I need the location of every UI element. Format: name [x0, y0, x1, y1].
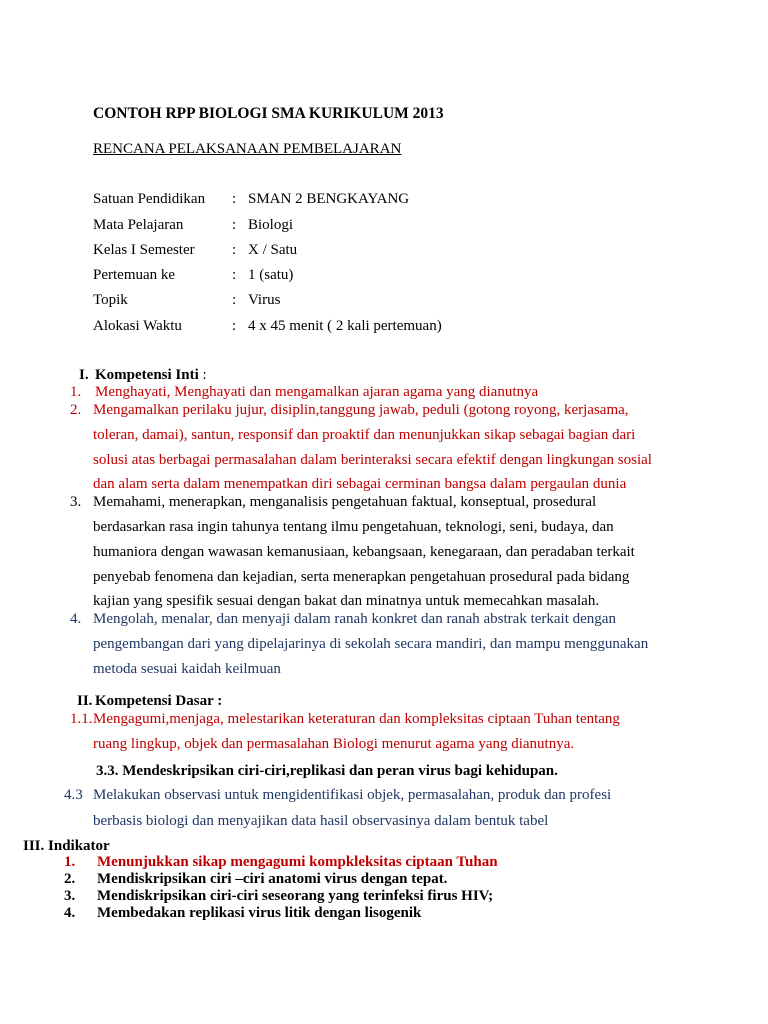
identity-label: Topik — [93, 292, 128, 308]
identity-value: SMAN 2 BENGKAYANG — [248, 191, 410, 207]
list-item-number: 1. — [70, 384, 82, 400]
section-number: II. — [77, 693, 93, 709]
list-item-line: Memahami, menerapkan, menganalisis pengetahuan faktual, konseptual, prosedural — [93, 494, 597, 510]
competency-3-3: 3.3. Mendeskripsikan ciri-ciri,replikasi dan peran virus bagi kehidupan. — [96, 763, 558, 779]
identity-label: Kelas I Semester — [93, 242, 195, 258]
identity-value: 4 x 45 menit ( 2 kali pertemuan) — [248, 318, 442, 334]
list-item-line: Menunjukkan sikap mengagumi kompkleksitas ciptaan Tuhan — [97, 854, 498, 870]
list-item-number: 3. — [64, 888, 76, 904]
list-item-line: humaniora dengan wawasan kemanusiaan, kebangsaan, kenegaraan, dan peradaban terkait — [93, 544, 635, 560]
list-item-line: Menghayati, Menghayati dan mengamalkan ajaran agama yang dianutnya — [95, 384, 539, 400]
list-item-line: Membedakan replikasi virus litik dengan lisogenik — [97, 905, 422, 921]
list-item-line: Mendiskripsikan ciri –ciri anatomi virus dengan tepat. — [97, 871, 448, 887]
list-item-line: Melakukan observasi untuk mengidentifikasi objek, permasalahan, produk dan profesi — [93, 787, 612, 803]
list-item-line: ruang lingkup, objek dan permasalahan Biologi menurut agama yang dianutnya. — [93, 736, 575, 752]
list-item-line: dan alam serta dalam menempatkan diri sebagai cerminan bangsa dalam pergaulan dunia — [93, 476, 627, 492]
document-title: CONTOH RPP BIOLOGI SMA KURIKULUM 2013 — [93, 105, 444, 122]
list-item-line: toleran, damai), santun, responsif dan proaktif dan menunjukkan sikap sebagai bagian dari — [93, 427, 636, 443]
section-number: I. — [79, 367, 89, 383]
identity-sep: : — [232, 217, 237, 233]
identity-sep: : — [232, 191, 237, 207]
list-item-number: 1.1. — [70, 711, 93, 727]
list-item-number: 4. — [64, 905, 76, 921]
identity-value: X / Satu — [248, 242, 298, 258]
list-item-line: Mengagumi,menjaga, melestarikan keteraturan dan kompleksitas ciptaan Tuhan tentang — [93, 711, 620, 727]
list-item-number: 2. — [64, 871, 76, 887]
identity-sep: : — [232, 242, 237, 258]
list-item-number: 4. — [70, 611, 82, 627]
identity-value: Biologi — [248, 217, 294, 233]
identity-sep: : — [232, 267, 237, 283]
identity-sep: : — [232, 292, 237, 308]
identity-label: Mata Pelajaran — [93, 217, 184, 233]
list-item-line: penyebab fenomena dan kejadian, serta menerapkan pengetahuan prosedural pada bidang — [93, 569, 630, 585]
section-heading: Kompetensi Dasar : — [95, 693, 223, 709]
identity-value: 1 (satu) — [248, 267, 294, 283]
list-item-line: Mendiskripsikan ciri-ciri seseorang yang terinfeksi firus HIV; — [97, 888, 494, 904]
section-heading: Kompetensi Inti — [95, 367, 199, 383]
list-item-number: 3. — [70, 494, 82, 510]
document-subtitle: RENCANA PELAKSANAAN PEMBELAJARAN — [93, 141, 402, 157]
identity-label: Alokasi Waktu — [93, 318, 182, 334]
list-item-line: metoda sesuai kaidah keilmuan — [93, 661, 281, 677]
list-item-line: Mengamalkan perilaku jujur, disiplin,tanggung jawab, peduli (gotong royong, kerjasama, — [93, 402, 629, 418]
identity-value: Virus — [248, 292, 281, 308]
list-item-number: 4.3 — [64, 787, 83, 803]
identity-sep: : — [232, 318, 237, 334]
list-item-line: berbasis biologi dan menyajikan data hasil observasinya dalam bentuk tabel — [93, 813, 549, 829]
list-item-line: pengembangan dari yang dipelajarinya di sekolah secara mandiri, dan mampu menggunakan — [93, 636, 649, 652]
identity-label: Satuan Pendidikan — [93, 191, 206, 207]
heading-colon: : — [202, 367, 207, 383]
section-heading: III. Indikator — [23, 838, 110, 854]
list-item-number: 1. — [64, 854, 76, 870]
list-item-line: berdasarkan rasa ingin tahunya tentang ilmu pengetahuan, teknologi, seni, budaya, dan — [93, 519, 614, 535]
list-item-line: solusi atas berbagai permasalahan dalam berinteraksi secara efektif dengan lingkungan sosial — [93, 452, 652, 468]
list-item-line: Mengolah, menalar, dan menyaji dalam ranah konkret dan ranah abstrak terkait dengan — [93, 611, 616, 627]
list-item-line: kajian yang spesifik sesuai dengan bakat dan minatnya untuk memecahkan masalah. — [93, 593, 600, 609]
identity-label: Pertemuan ke — [93, 267, 176, 283]
list-item-number: 2. — [70, 402, 82, 418]
